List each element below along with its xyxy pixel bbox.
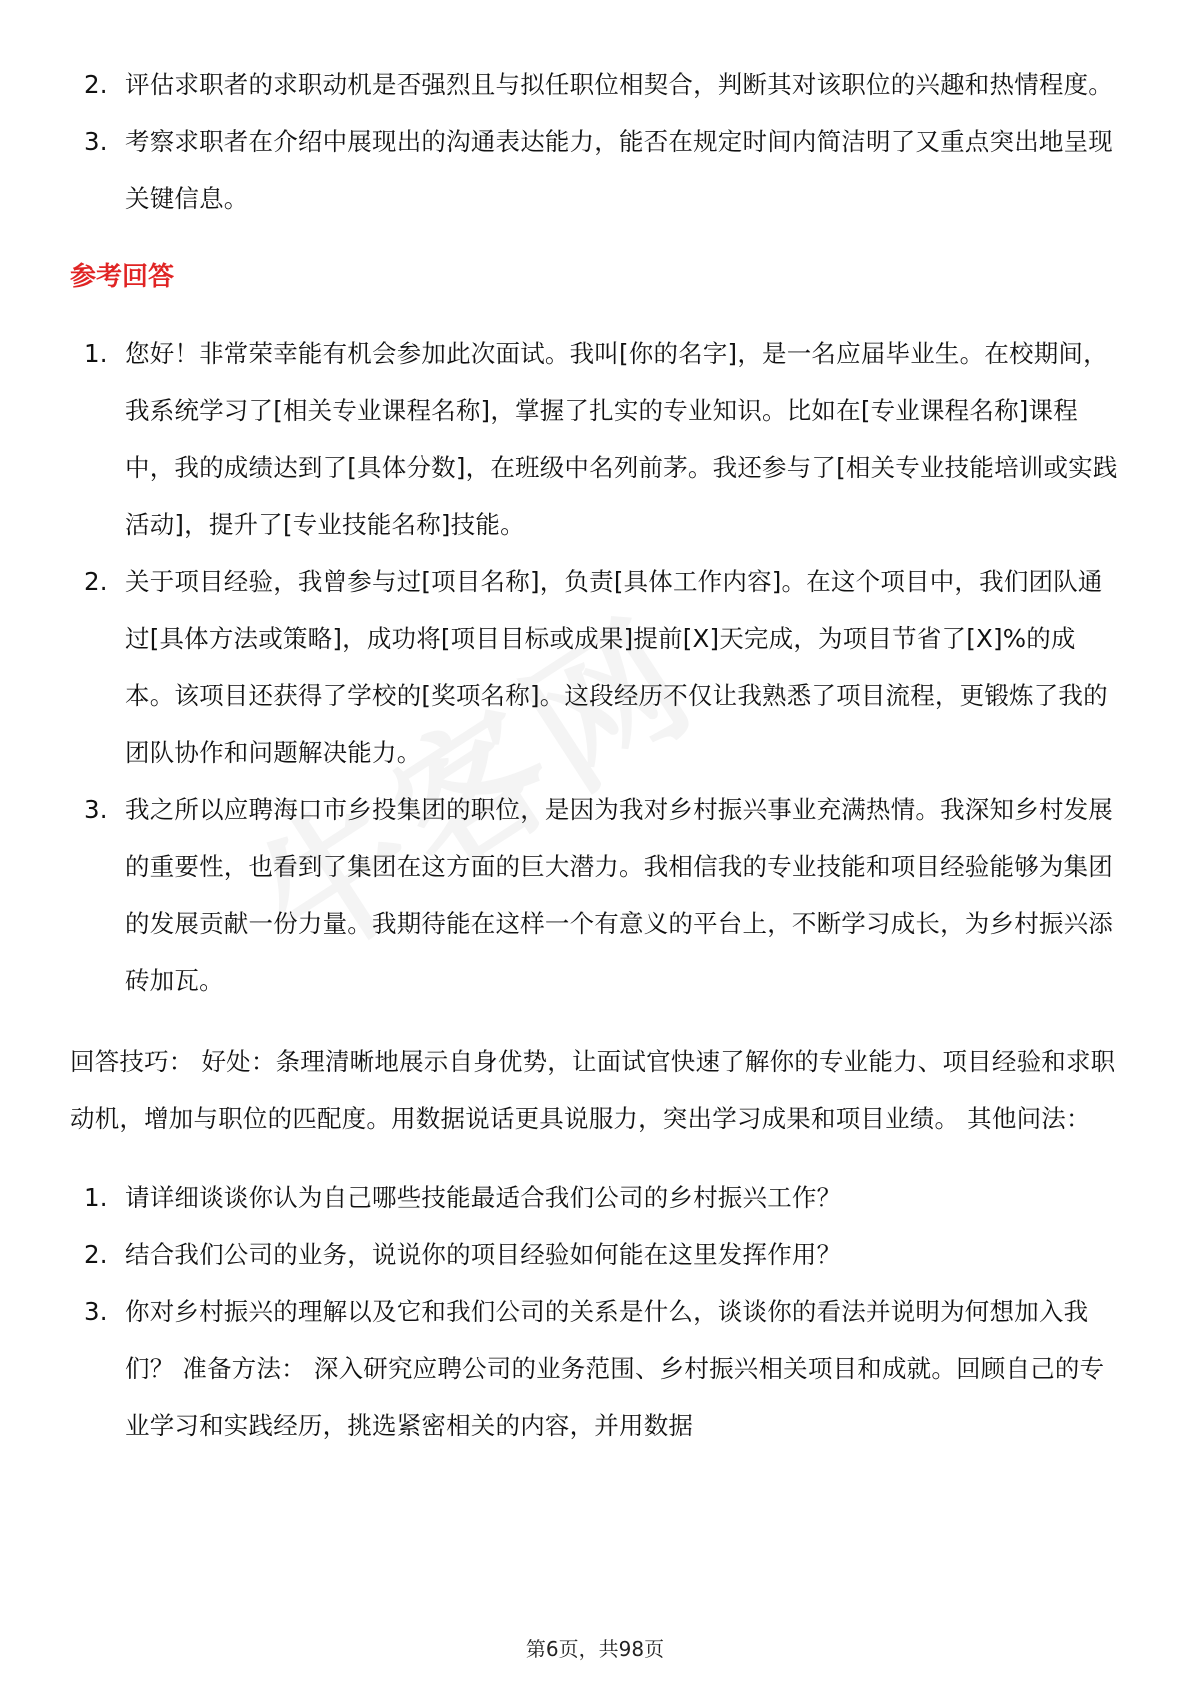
list-number: 2. [84,1240,108,1269]
list-item [70,1226,1120,1283]
list-item [70,113,1120,227]
list-text: 你对乡村振兴的理解以及它和我们公司的关系是什么，谈谈你的看法并说明为何想加入我们？ 准备方法： 深入研究应聘公司的业务范围、乡村振兴相关项目和成就。回顾自己的专业学习和实践经历，挑选紧密相关的内容，并用数据 [125,1297,1105,1440]
evaluation-points-list [70,56,1120,227]
page-number-footer: 第6页，共98页 [525,1637,665,1661]
list-text: 我之所以应聘海口市乡投集团的职位，是因为我对乡村振兴事业充满热情。我深知乡村发展的重要性，也看到了集团在这方面的巨大潜力。我相信我的专业技能和项目经验能够为集团的发展贡献一份力量。我期待能在这样一个有意义的平台上，不断学习成长，为乡村振兴添砖加瓦。 [125,795,1113,995]
answer-tips-paragraph: 回答技巧： 好处：条理清晰地展示自身优势，让面试官快速了解你的专业能力、项目经验和求职动机，增加与职位的匹配度。用数据说话更具说服力，突出学习成果和项目业绩。 其他问法： [70,1047,1116,1133]
list-number: 2. [84,567,108,596]
list-number: 1. [84,339,108,368]
page-content [70,56,1120,1454]
list-number: 3. [84,795,108,824]
list-number: 2. [84,70,108,99]
list-text: 关于项目经验，我曾参与过[项目名称]，负责[具体工作内容]。在这个项目中，我们团队通过[具体方法或策略]，成功将[项目目标或成果]提前[X]天完成，为项目节省了[X]%的成本。该项目还获得了学校的[奖项名称]。这段经历不仅让我熟悉了项目流程，更锻炼了我的团队协作和问题解决能力。 [125,567,1108,767]
list-number: 3. [84,127,108,156]
list-text: 考察求职者在介绍中展现出的沟通表达能力，能否在规定时间内简洁明了又重点突出地呈现关键信息。 [125,127,1113,213]
list-item [70,781,1120,1009]
list-number: 3. [84,1297,108,1326]
list-text: 请详细谈谈你认为自己哪些技能最适合我们公司的乡村振兴工作？ [125,1183,842,1212]
list-item [70,56,1120,113]
list-text: 评估求职者的求职动机是否强烈且与拟任职位相契合，判断其对该职位的兴趣和热情程度。 [125,70,1113,99]
list-number: 1. [84,1183,108,1212]
list-item [70,553,1120,781]
answer-list [70,325,1120,1009]
list-item [70,1169,1120,1226]
list-text: 结合我们公司的业务，说说你的项目经验如何能在这里发挥作用？ [125,1240,842,1269]
list-item [70,1283,1120,1454]
list-item [70,325,1120,553]
list-text: 您好！非常荣幸能有机会参加此次面试。我叫[你的名字]，是一名应届毕业生。在校期间，我系统学习了[相关专业课程名称]，掌握了扎实的专业知识。比如在[专业课程名称]课程中，我的成绩达到了[具体分数]，在班级中名列前茅。我还参与了[相关专业技能培训或实践活动]，提升了[专业技能名称]技能。 [125,339,1118,539]
other-questions-list [70,1169,1120,1454]
reference-answer-heading: 参考回答 [70,262,175,292]
